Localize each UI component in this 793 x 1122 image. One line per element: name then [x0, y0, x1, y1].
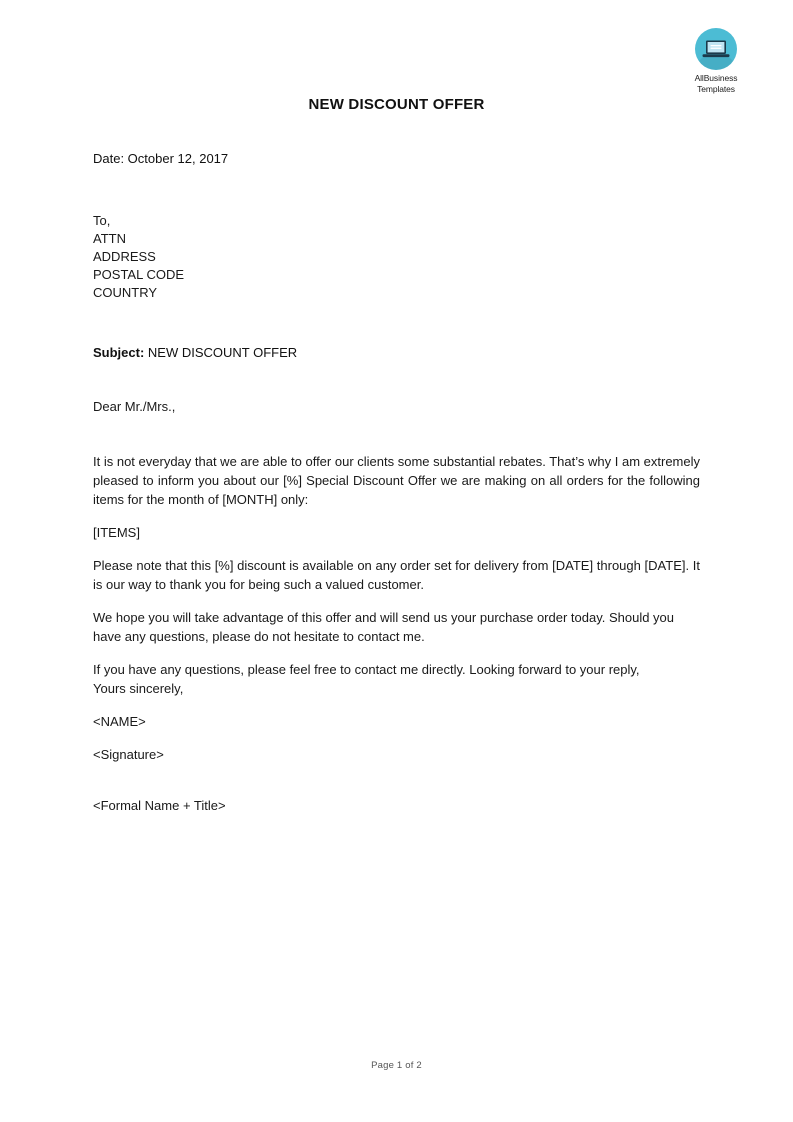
signature-placeholder: <Signature>: [93, 747, 164, 762]
salutation: Dear Mr./Mrs.,: [93, 399, 176, 414]
spacer: [93, 416, 700, 452]
logo-caption: [678, 73, 754, 94]
paragraph-closing-offer: We hope you will take advantage of this offer and will send us your purchase order today. Should you have any questions, please do not hesitate to contact me.: [93, 610, 675, 644]
recipient-address-block: [93, 212, 700, 302]
logo-caption-line2: Templates: [697, 83, 735, 94]
signoff-line2: Yours sincerely,: [93, 681, 184, 696]
document-body: [93, 150, 700, 829]
logo-circle: [695, 28, 737, 70]
spacer: [93, 778, 700, 796]
subject-value: NEW DISCOUNT OFFER: [147, 345, 298, 360]
signoff-line1: If you have any questions, please feel free to contact me directly. Looking forward to your reply,: [93, 662, 640, 677]
address-line: ADDRESS: [93, 249, 156, 264]
address-line: POSTAL CODE: [93, 267, 185, 282]
paragraph-items: [ITEMS]: [93, 525, 140, 540]
page-footer: Page 1 of 2: [371, 1060, 422, 1071]
subject-label: Subject:: [93, 345, 145, 360]
paragraph-delivery: Please note that this [%] discount is available on any order set for delivery from [DATE] through [DATE]. It is our way to thank you for being such a valued customer.: [93, 558, 700, 592]
brand-logo: [678, 28, 754, 94]
spacer: [93, 302, 700, 344]
paragraph-intro: It is not everyday that we are able to offer our clients some substantial rebates. That’s why I am extremely pleased to inform you about our [%] Special Discount Offer we are making on all orders for the following items for the month of [MONTH] only:: [93, 454, 700, 507]
date-line: Date: October 12, 2017: [93, 151, 229, 166]
logo-caption-line1: AllBusiness: [694, 73, 738, 83]
address-line: COUNTRY: [93, 285, 158, 300]
spacer: [93, 168, 700, 212]
formal-name-placeholder: <Formal Name + Title>: [93, 798, 226, 813]
paragraph-signoff: [93, 660, 700, 698]
page-title: NEW DISCOUNT OFFER: [308, 96, 485, 113]
address-line: ATTN: [93, 231, 126, 246]
spacer: [93, 362, 700, 398]
subject-line: [93, 344, 700, 362]
name-placeholder: <NAME>: [93, 714, 146, 729]
address-line: To,: [93, 213, 111, 228]
laptop-icon: [695, 28, 737, 70]
